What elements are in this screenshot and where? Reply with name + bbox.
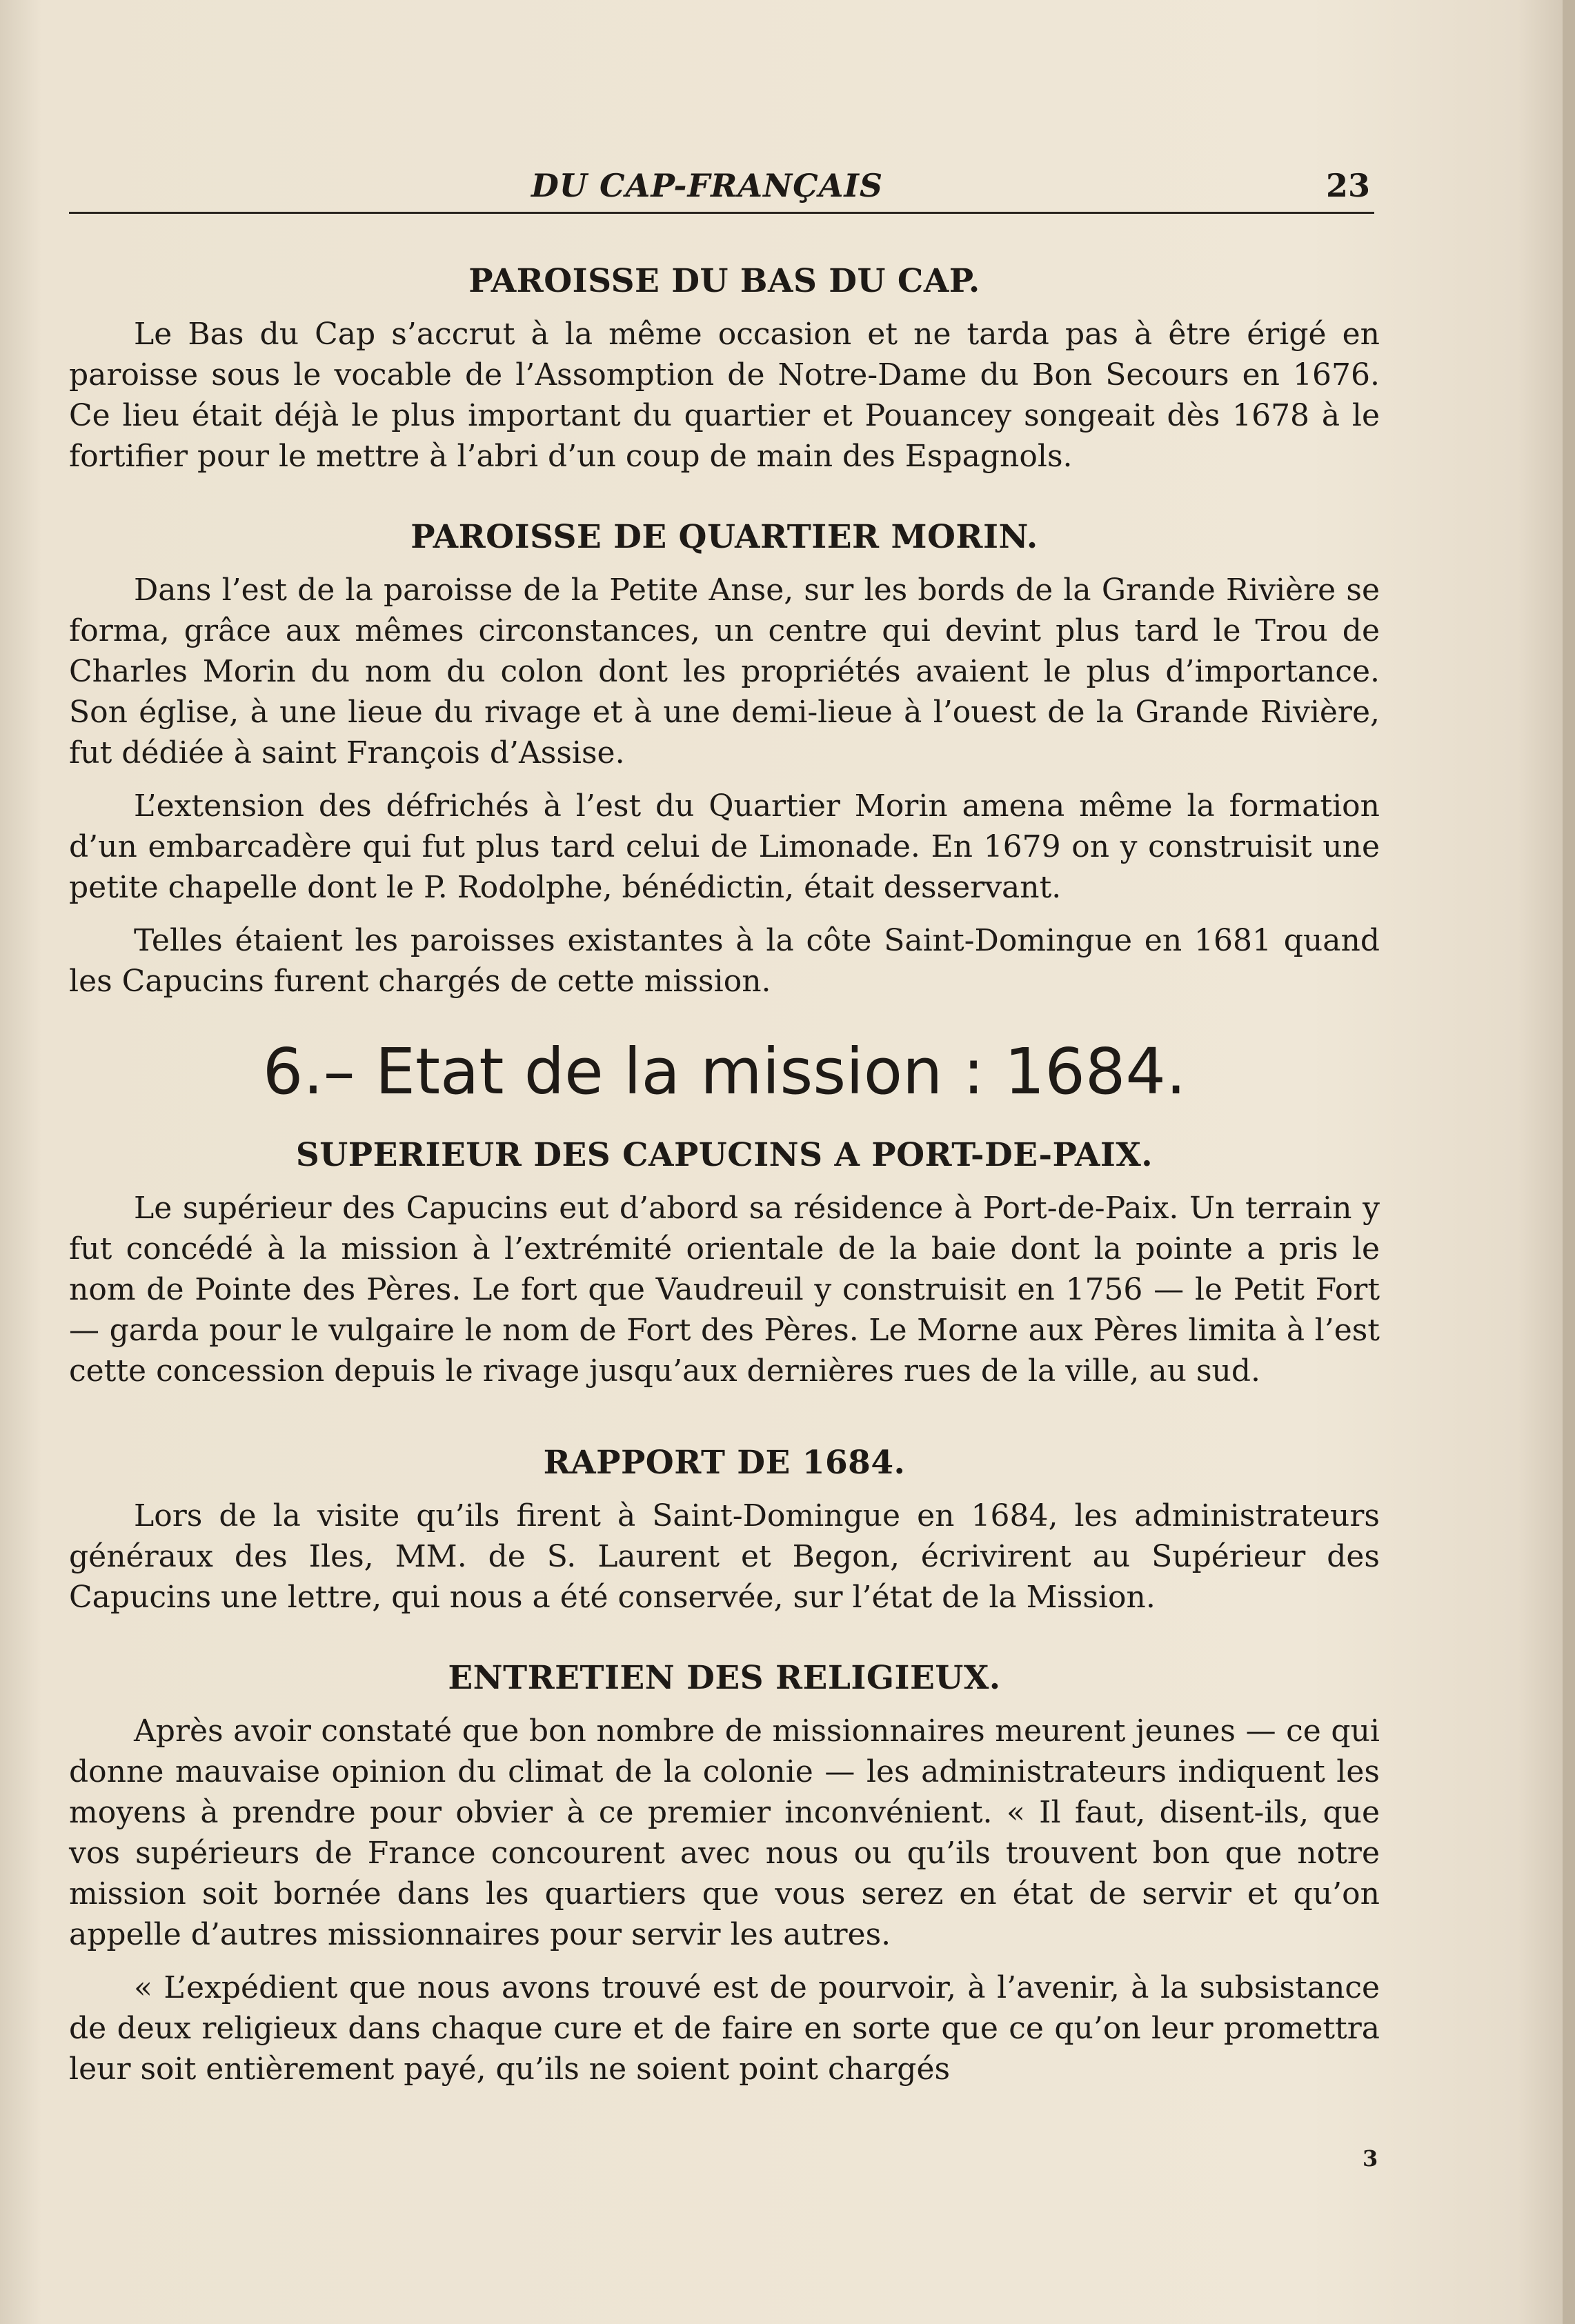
section-heading: RAPPORT DE 1684. <box>543 1444 906 1482</box>
header-rule <box>69 212 1374 214</box>
paragraph: « L’expédient que nous avons trouvé est de pourvoir, à l’avenir, à la subsistance de deux religieux dans chaque cure et de faire en sorte que ce qu’on leur promettra leur soit entièrement payé, qu’ils ne soient point chargés <box>69 1970 1380 2087</box>
section-heading: ENTRETIEN DES RELIGIEUX. <box>448 1659 1001 1697</box>
paragraph: Le supérieur des Capucins eut d’abord sa résidence à Port-de-Paix. Un terrain y fut concédé à la mission à l’extrémité orientale de la baie dont la pointe a pris le nom de Pointe des Pères. Le fort que Vaudreuil y construisit en 1756 — le Petit Fort — garda pour le vulgaire le nom de Fort des Pères. Le Morne aux Pères limita à l’est cette concession depuis le rivage jusqu’aux dernières rues de la ville, au sud. <box>69 1191 1380 1389</box>
section-heading: PAROISSE DE QUARTIER MORIN. <box>410 518 1038 556</box>
chapter-title: 6.– Etat de la mission : 1684. <box>262 1035 1187 1109</box>
paragraph: Dans l’est de la paroisse de la Petite Anse, sur les bords de la Grande Rivière se forma, grâce aux mêmes circonstances, un centre qui devint plus tard le Trou de Charles Morin du nom du colon dont les propriétés avaient le plus d’importance. Son église, à une lieue du rivage et à une demi-lieue à l’ouest de la Grande Rivière, fut dédiée à saint François d’Assise. <box>69 573 1380 771</box>
paragraph: Le Bas du Cap s’accrut à la même occasion et ne tarda pas à être érigé en paroisse sous le vocable de l’Assomption de Notre-Dame du Bon Secours en 1676. Ce lieu était déjà le plus important du quartier et Pouancey songeait dès 1678 à le fortifier pour le mettre à l’abri d’un coup de main des Espagnols. <box>69 317 1380 474</box>
running-title: DU CAP-FRANÇAIS <box>531 167 884 204</box>
paragraph: Lors de la visite qu’ils firent à Saint-Domingue en 1684, les administrateurs généraux des Iles, MM. de S. Laurent et Begon, écrivirent au Supérieur des Capucins une lettre, qui nous a été conservée, sur l’état de la Mission. <box>69 1498 1380 1615</box>
paragraph: L’extension des défrichés à l’est du Quartier Morin amena même la formation d’un embarcadère qui fut plus tard celui de Limonade. En 1679 on y construisit une petite chapelle dont le P. Rodolphe, bénédictin, était desservant. <box>69 788 1380 905</box>
section-heading: SUPERIEUR DES CAPUCINS A PORT-DE-PAIX. <box>295 1136 1153 1174</box>
paragraph: Après avoir constaté que bon nombre de missionnaires meurent jeunes — ce qui donne mauvaise opinion du climat de la colonie — les administrateurs indiquent les moyens à prendre pour obvier à ce premier inconvénient. « Il faut, disent-ils, que vos supérieurs de France concourent avec nous ou qu’ils trouvent bon que notre mission soit bornée dans les quartiers que vous serez en état de servir et qu’on appelle d’autres missionnaires pour servir les autres. <box>69 1714 1380 1952</box>
paragraph: Telles étaient les paroisses existantes à la côte Saint-Domingue en 1681 quand les Capucins furent chargés de cette mission. <box>69 923 1380 999</box>
signature-mark: 3 <box>1363 2145 1378 2172</box>
page-gutter <box>1563 0 1575 2324</box>
section-heading: PAROISSE DU BAS DU CAP. <box>468 262 980 300</box>
page-number: 23 <box>1325 167 1370 204</box>
page-content <box>69 262 1380 2102</box>
running-head <box>69 160 1374 215</box>
